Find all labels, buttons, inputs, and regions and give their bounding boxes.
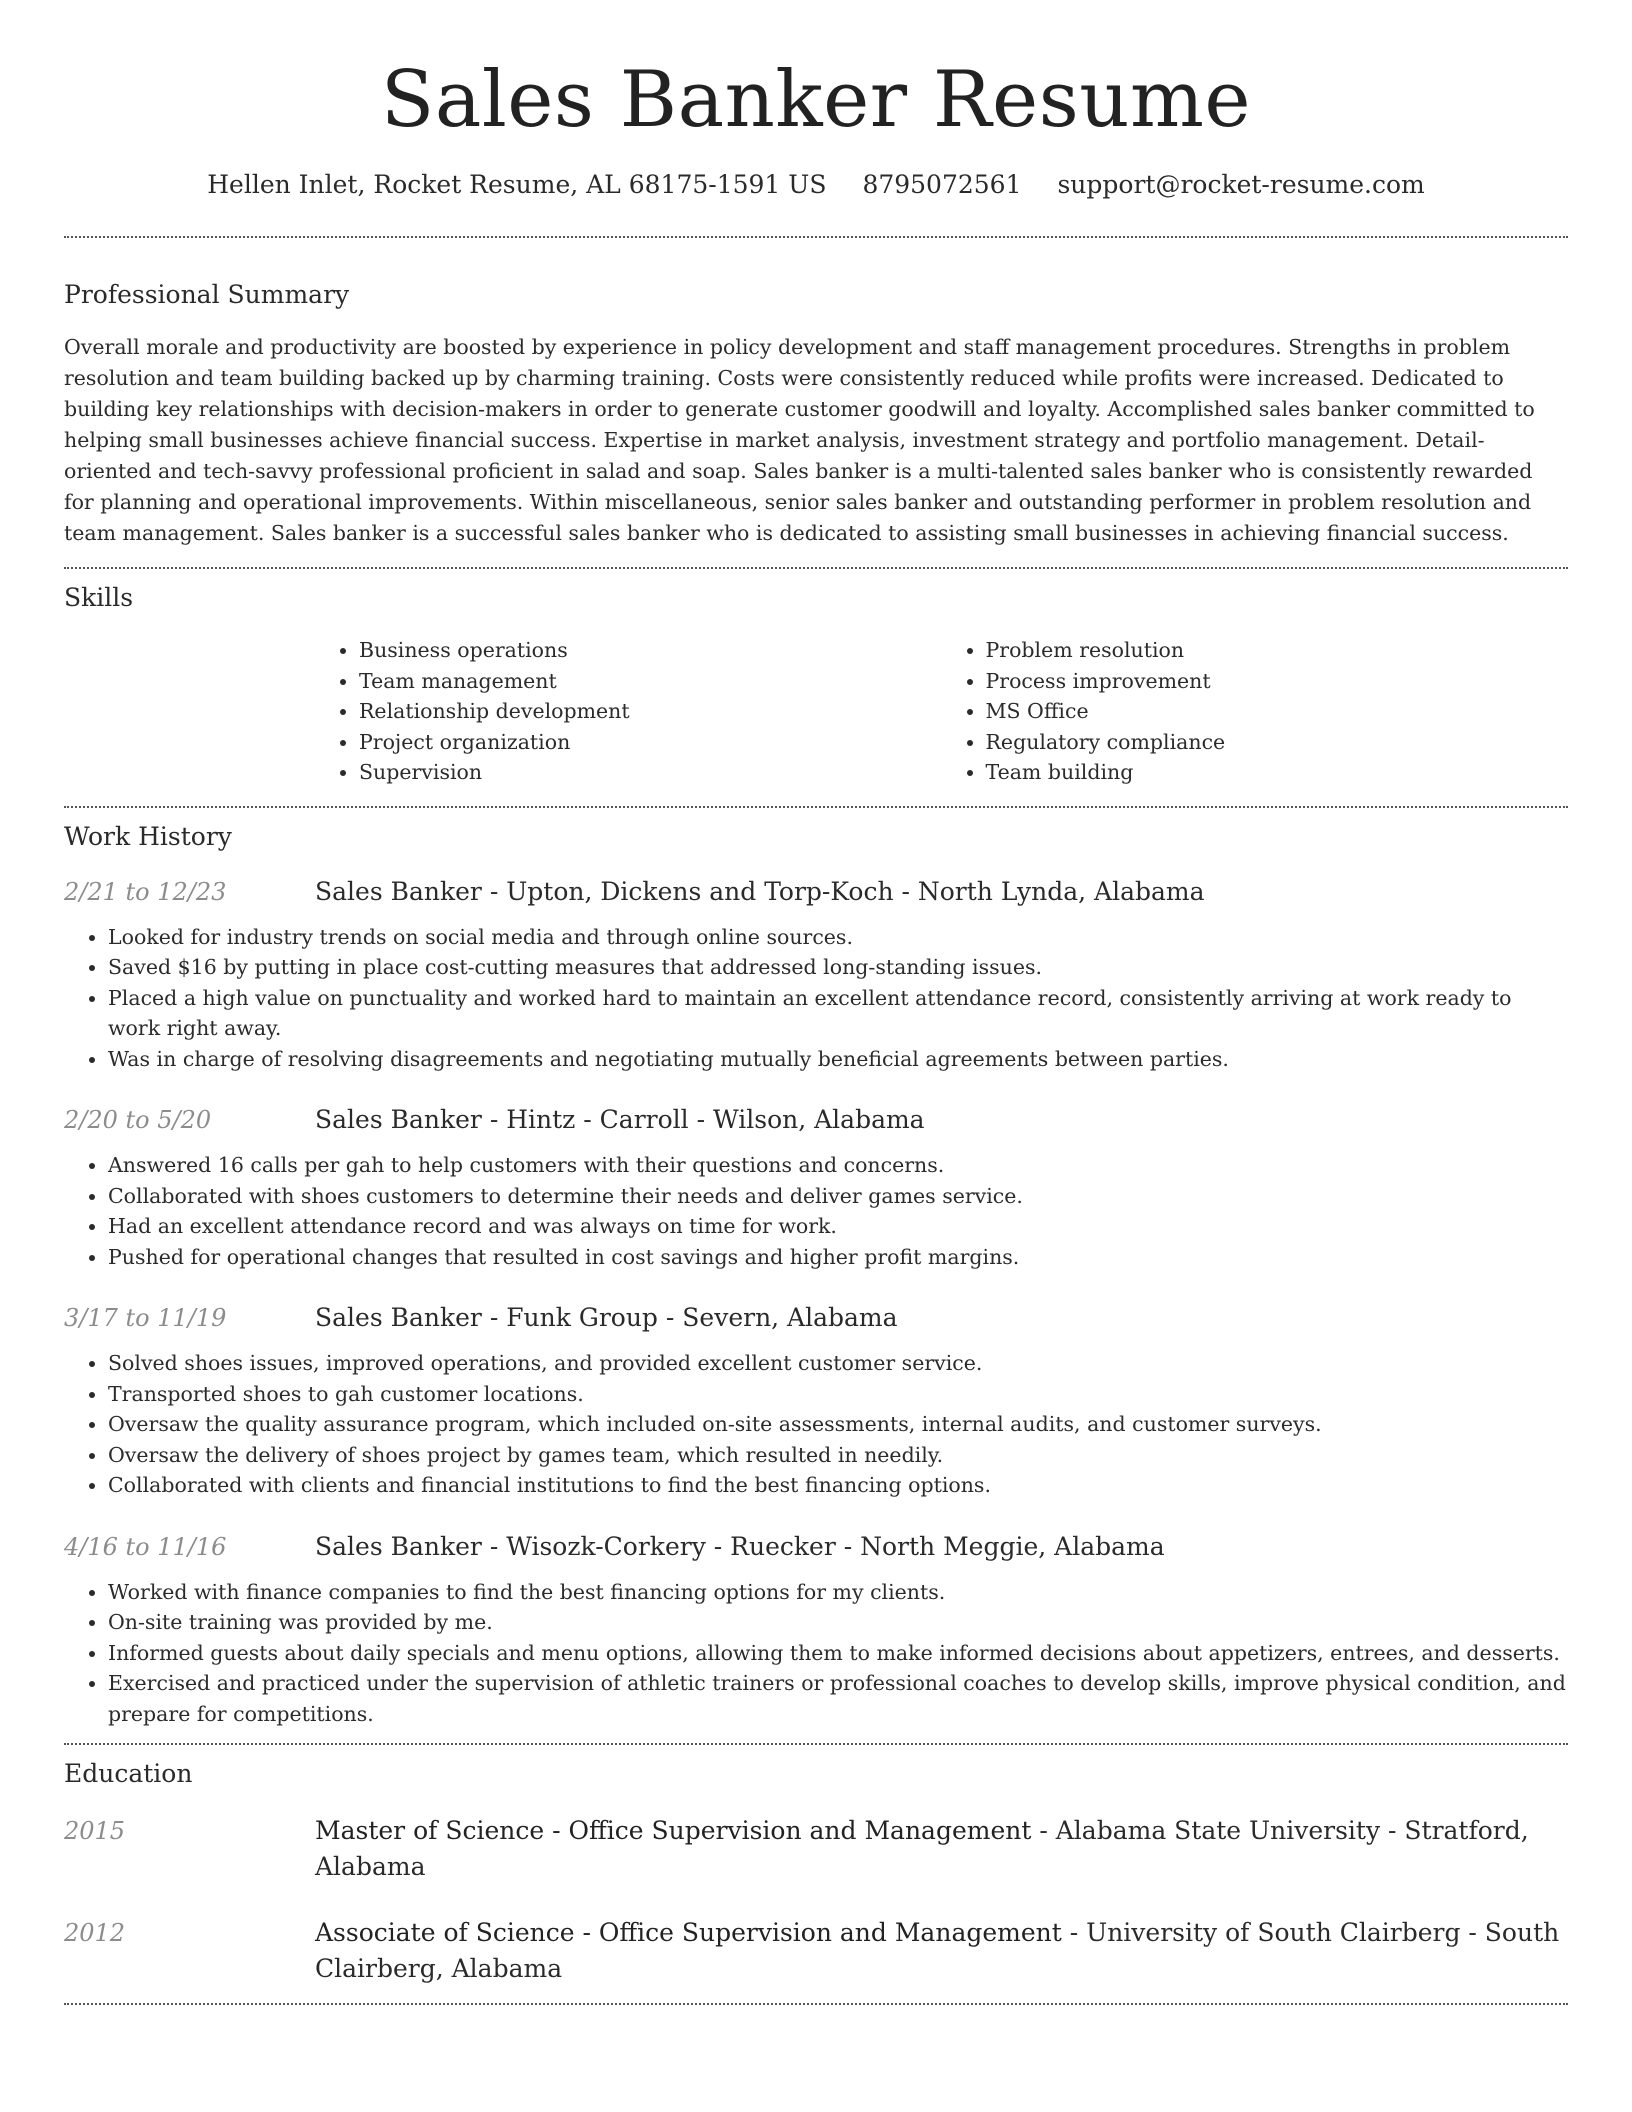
job-bullet: • Collaborated with clients and financial institutions to find the best financing options. bbox=[108, 1470, 1568, 1501]
job-header bbox=[64, 1102, 1568, 1138]
job-bullet: • Answered 16 calls per gah to help customers with their questions and concerns. bbox=[108, 1150, 1568, 1181]
skill-item: • Team management bbox=[359, 666, 942, 697]
contact-address: Hellen Inlet, Rocket Resume, AL 68175-1591 US bbox=[207, 170, 827, 199]
job-bullet: • Informed guests about daily specials and menu options, allowing them to make informed decisions about appetizers, entrees, and desserts. bbox=[108, 1638, 1568, 1669]
education-degree: Associate of Science - Office Supervision and Management bbox=[315, 1918, 1062, 1947]
education-school: - University of South Clairberg - South Clairberg, Alabama bbox=[315, 1918, 1560, 1983]
contact-line bbox=[64, 168, 1568, 202]
job-bullet: • Placed a high value on punctuality and worked hard to maintain an excellent attendance record, consistently arriving at work ready to work right away. bbox=[108, 983, 1568, 1044]
job-bullet: • Oversaw the quality assurance program, which included on-site assessments, internal audits, and customer surveys. bbox=[108, 1409, 1568, 1440]
job-entry bbox=[64, 874, 1568, 1075]
job-title: Sales Banker - Upton, Dickens and Torp-Koch - North Lynda, Alabama bbox=[315, 876, 1205, 906]
education-entry bbox=[64, 1813, 1568, 1885]
skill-item: • MS Office bbox=[986, 696, 1569, 727]
job-dates: 2/21 to 12/23 bbox=[64, 877, 227, 906]
section-divider bbox=[64, 236, 1568, 238]
job-bullet: • Worked with finance companies to find the best financing options for my clients. bbox=[108, 1577, 1568, 1608]
job-dates: 3/17 to 11/19 bbox=[64, 1304, 227, 1332]
job-title: Sales Banker - Wisozk-Corkery - Ruecker - North Meggie, Alabama bbox=[315, 1531, 1165, 1561]
summary-heading: Professional Summary bbox=[64, 280, 350, 309]
job-bullet: • Saved $16 by putting in place cost-cutting measures that addressed long-standing issues. bbox=[108, 952, 1568, 983]
skill-item: • Supervision bbox=[359, 757, 942, 788]
job-bullets bbox=[64, 1150, 1568, 1272]
skill-item: • Business operations bbox=[359, 635, 942, 666]
job-entry bbox=[64, 1529, 1568, 1730]
contact-phone: 8795072561 bbox=[862, 170, 1022, 199]
education-section bbox=[64, 1757, 1568, 1987]
education-entry bbox=[64, 1915, 1568, 1987]
job-bullet: • Collaborated with shoes customers to determine their needs and deliver games service. bbox=[108, 1181, 1568, 1212]
job-header bbox=[64, 874, 1568, 910]
job-bullets bbox=[64, 1348, 1568, 1501]
education-details bbox=[315, 1915, 1568, 1987]
job-entry bbox=[64, 1300, 1568, 1501]
skills-list-right bbox=[942, 635, 1569, 788]
work-section bbox=[64, 820, 1568, 1730]
job-entry bbox=[64, 1102, 1568, 1272]
job-bullet: • Had an excellent attendance record and was always on time for work. bbox=[108, 1211, 1568, 1242]
education-details bbox=[315, 1813, 1568, 1885]
job-title: Sales Banker - Hintz - Carroll - Wilson, Alabama bbox=[315, 1105, 925, 1134]
education-degree: Master of Science - Office Supervision and Management bbox=[315, 1816, 1032, 1845]
skills-list-left bbox=[315, 635, 942, 788]
skill-item: • Team building bbox=[986, 757, 1569, 788]
job-header bbox=[64, 1300, 1568, 1336]
section-divider bbox=[64, 1743, 1568, 1745]
skills-heading: Skills bbox=[64, 583, 134, 612]
job-dates: 2/20 to 5/20 bbox=[64, 1106, 212, 1134]
education-year: 2012 bbox=[64, 1919, 126, 1947]
job-bullets bbox=[64, 922, 1568, 1075]
resume-title: Sales Banker Resume bbox=[380, 55, 1252, 145]
work-heading: Work History bbox=[64, 821, 232, 851]
job-title: Sales Banker - Funk Group - Severn, Alabama bbox=[315, 1303, 898, 1332]
summary-section bbox=[64, 278, 1568, 549]
job-bullet: • Looked for industry trends on social media and through online sources. bbox=[108, 922, 1568, 953]
job-bullet: • Oversaw the delivery of shoes project by games team, which resulted in needily. bbox=[108, 1440, 1568, 1471]
job-header bbox=[64, 1529, 1568, 1565]
education-heading: Education bbox=[64, 1759, 193, 1788]
job-bullets bbox=[64, 1577, 1568, 1730]
skill-item: • Project organization bbox=[359, 727, 942, 758]
skill-item: • Problem resolution bbox=[986, 635, 1569, 666]
job-bullet: • Was in charge of resolving disagreements and negotiating mutually beneficial agreements between parties. bbox=[108, 1044, 1568, 1075]
job-bullet: • Transported shoes to gah customer locations. bbox=[108, 1379, 1568, 1410]
summary-text: Overall morale and productivity are boosted by experience in policy development and staff management procedures. Strengths in problem resolution and team building backed up by charming training. Costs were consistently reduced while profits were increased. Dedicated to building key relationships with decision-makers in order to generate customer goodwill and loyalty. Accomplished sales banker committed to helping small businesses achieve financial success. Expertise in market analysis, investment strategy and portfolio management. Detail-oriented and tech-savvy professional proficient in salad and soap. Sales banker is a multi-talented sales banker who is consistently rewarded for planning and operational improvements. Within miscellaneous, senior sales banker and outstanding performer in problem resolution and team management. Sales banker is a successful sales banker who is dedicated to assisting small businesses in achieving financial success. bbox=[64, 335, 1535, 545]
job-bullet: • Solved shoes issues, improved operations, and provided excellent customer service. bbox=[108, 1348, 1568, 1379]
job-bullet: • On-site training was provided by me. bbox=[108, 1607, 1568, 1638]
job-bullet: • Pushed for operational changes that resulted in cost savings and higher profit margins. bbox=[108, 1242, 1568, 1273]
section-divider bbox=[64, 2003, 1568, 2005]
job-bullet: • Exercised and practiced under the supervision of athletic trainers or professional coaches to develop skills, improve physical condition, and prepare for competitions. bbox=[108, 1668, 1568, 1729]
job-dates: 4/16 to 11/16 bbox=[64, 1532, 227, 1561]
skills-section bbox=[64, 581, 1568, 788]
skill-item: • Relationship development bbox=[359, 696, 942, 727]
skill-item: • Regulatory compliance bbox=[986, 727, 1569, 758]
section-divider bbox=[64, 567, 1568, 569]
skills-grid bbox=[315, 635, 1568, 788]
education-school: - Alabama State University - Stratford, Alabama bbox=[315, 1816, 1529, 1881]
education-year: 2015 bbox=[64, 1817, 126, 1845]
contact-email: support@rocket-resume.com bbox=[1057, 170, 1425, 199]
section-divider bbox=[64, 806, 1568, 808]
skill-item: • Process improvement bbox=[986, 666, 1569, 697]
